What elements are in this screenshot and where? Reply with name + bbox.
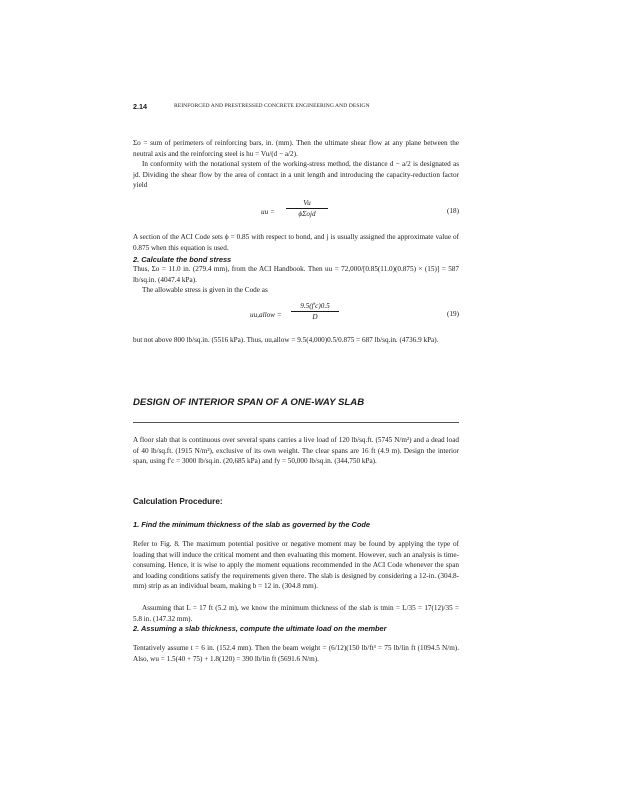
equation-19-denominator: D xyxy=(312,313,318,321)
paragraph-allowable-stress: The allowable stress is given in the Code as xyxy=(142,286,268,294)
page-number: 2.14 xyxy=(133,102,147,111)
paragraph-min-thickness: Assuming that L = 17 ft (5.2 m), we know the minimum thickness of the slab is tmin = L/35 = 17(12)/35 = 5.8 in. (147.32 mm). xyxy=(133,604,459,623)
equation-18-number: (18) xyxy=(447,207,459,215)
section-divider xyxy=(133,422,459,423)
paragraph-problem-statement: A floor slab that is continuous over several spans carries a live load of 120 lb/sq.ft. (5745 N/m²) and a dead load of 40 lb/sq.ft. (1915 N/m²), exclusive of its own weight. The clear spans are 16 ft (4.9 m). Design the interior span, using f′c = 3000 lb/sq.in. (20,685 kPa) and fy = 50,000 lb/sq.in. (344,750 kPa). xyxy=(133,436,459,466)
paragraph-sum-of-perimeters: Σo = sum of perimeters of reinforcing bars, in. (mm). Then the ultimate shear flow at any plane between the neutral axis and the reinforcing steel is hu = Vu/(d − a/2). xyxy=(133,139,459,158)
equation-19-lhs: uu,allow = xyxy=(250,311,282,319)
equation-19 xyxy=(133,301,459,329)
equation-18-lhs: uu = xyxy=(261,208,275,216)
section-title: DESIGN OF INTERIOR SPAN OF A ONE-WAY SLAB xyxy=(133,397,365,408)
paragraph-aci-section: A section of the ACI Code sets ϕ = 0.85 with respect to bond, and j is usually assigned the approximate value of 0.875 when this equation is used. xyxy=(133,233,459,252)
equation-19-fraction xyxy=(291,301,339,322)
step-2-heading-bond: 2. Calculate the bond stress xyxy=(133,255,232,264)
equation-18 xyxy=(133,198,459,226)
running-title: REINFORCED AND PRESTRESSED CONCRETE ENGINEERING AND DESIGN xyxy=(174,102,370,109)
paragraph-bond-calculation: Thus, Σo = 11.0 in. (279.4 mm), from the ACI Handbook. Then uu = 72,000/[0.85(11.0)(0.875) × (15)] = 587 lb/sq.in. (4047.4 kPa). xyxy=(133,265,459,284)
equation-18-denominator: ϕΣojd xyxy=(298,210,316,218)
paragraph-notational-system: In conformity with the notational system of the working-stress method, the distance d − a/2 is designated as jd. Dividing the shear flow by the area of contact in a unit length and introducing the capacity-reduction factor yield xyxy=(133,160,459,190)
paragraph-allowable-result: but not above 800 lb/sq.in. (5516 kPa). Thus, uu,allow = 9.5(4,000)0.5/0.875 = 687 lb/sq.in. (4736.9 kPa). xyxy=(133,336,439,344)
paragraph-moment-analysis: Refer to Fig. 8. The maximum potential positive or negative moment may be found by applying the type of loading that will induce the critical moment and then evaluating this moment. However, such an analysis is time-consuming. Hence, it is wise to apply the moment equations recommended in the ACI Code whenever the span and loading conditions satisfy the requirements given there. The slab is designed by considering a 12-in. (304.8-mm) strip as an individual beam, making b = 12 in. (304.8 mm). xyxy=(133,540,459,591)
equation-19-numerator: 9.5(f′c)0.5 xyxy=(300,302,330,310)
calculation-procedure-heading: Calculation Procedure: xyxy=(133,497,223,506)
equation-18-fraction xyxy=(286,198,328,219)
step-1-heading-thickness: 1. Find the minimum thickness of the slab as governed by the Code xyxy=(133,520,370,529)
paragraph-ultimate-load: Tentatively assume t = 6 in. (152.4 mm). Then the beam weight = (6/12)(150 lb/ft³ = 75 lb/lin ft (1094.5 N/m). Also, wu = 1.5(40 + 75) + 1.8(120) = 390 lb/lin ft (5691.6 N/m). xyxy=(133,644,459,663)
page-header xyxy=(133,102,459,112)
equation-18-numerator: Vu xyxy=(303,199,311,207)
equation-19-number: (19) xyxy=(447,310,459,318)
step-2-heading-ultimate-load: 2. Assuming a slab thickness, compute the ultimate load on the member xyxy=(133,624,387,633)
